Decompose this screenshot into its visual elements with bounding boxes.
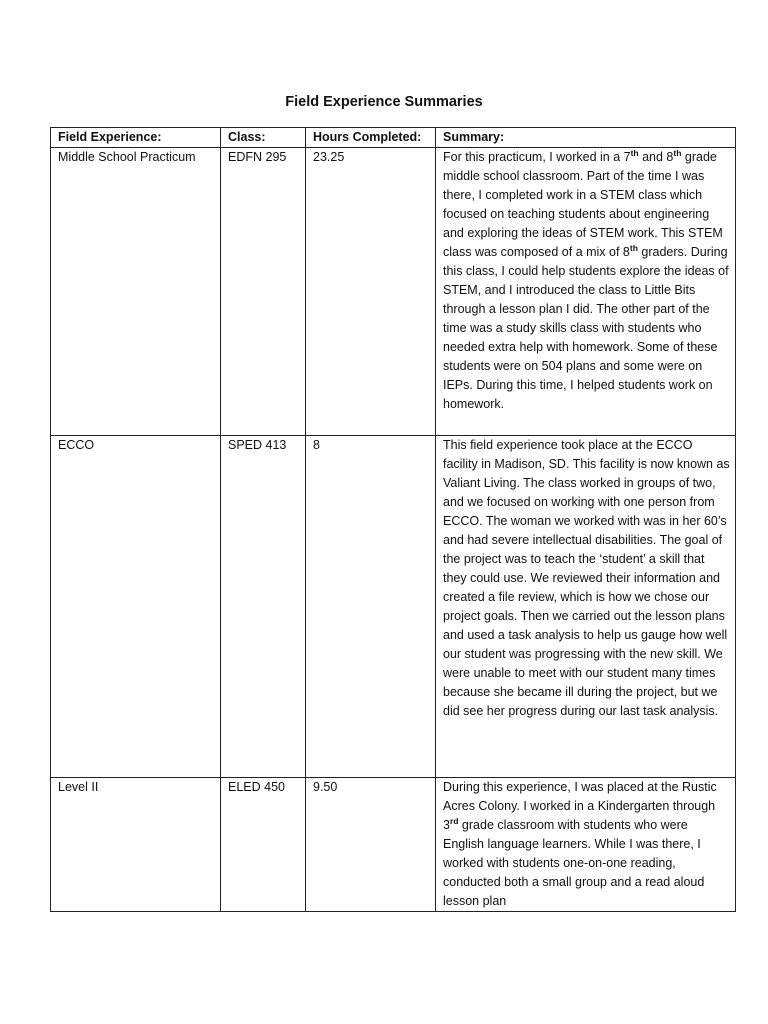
table-header-row [51, 128, 736, 148]
header-summary: Summary: [436, 128, 736, 148]
field-experience-table [50, 127, 736, 912]
ordinal-superscript: rd [449, 815, 459, 826]
field-experience-cell: Middle School Practicum [51, 148, 221, 436]
header-hours-completed: Hours Completed: [306, 128, 436, 148]
hours-cell: 23.25 [306, 148, 436, 436]
header-class: Class: [221, 128, 306, 148]
field-experience-cell: Level II [51, 778, 221, 912]
header-field-experience: Field Experience: [51, 128, 221, 148]
summary-cell: During this experience, I was placed at the Rustic Acres Colony. I worked in a Kindergarten through 3rd grade classroom with students who were English language learners. While I was there, I worked with students one-on-one reading, conducted both a small group and a read aloud lesson plan [436, 778, 736, 912]
table-row [51, 148, 736, 436]
field-experience-cell: ECCO [51, 436, 221, 778]
page-title: Field Experience Summaries [285, 94, 483, 110]
ordinal-superscript: th [630, 147, 639, 158]
class-cell: SPED 413 [221, 436, 306, 778]
ordinal-superscript: th [629, 242, 638, 253]
hours-cell: 9.50 [306, 778, 436, 912]
class-cell: ELED 450 [221, 778, 306, 912]
summary-cell: This field experience took place at the ECCO facility in Madison, SD. This facility is now known as Valiant Living. The class worked in groups of two, and we focused on working with one person from ECCO. The woman we worked with was in her 60’s and had severe intellectual disabilities. The goal of the project was to teach the ‘student’ a skill that they could use. We reviewed their information and created a file review, which is how we chose our project goals. Then we carried out the lesson plans and used a task analysis to help us gauge how well our student was progressing with the new skill. We were unable to meet with our student many times because she became ill during the project, but we did see her progress during our last task analysis. [436, 436, 736, 778]
table-row [51, 778, 736, 912]
hours-cell: 8 [306, 436, 436, 778]
summary-cell: For this practicum, I worked in a 7th and 8th grade middle school classroom. Part of the time I was there, I completed work in a STEM class which focused on teaching students about engineering and exploring the ideas of STEM work. This STEM class was composed of a mix of 8th graders. During this class, I could help students explore the ideas of STEM, and I introduced the class to Little Bits through a lesson plan I did. The other part of the time was a study skills class with students who needed extra help with homework. Some of these students were on 504 plans and some were on IEPs. During this time, I helped students work on homework. [436, 148, 736, 436]
class-cell: EDFN 295 [221, 148, 306, 436]
table-row [51, 436, 736, 778]
ordinal-superscript: th [673, 147, 682, 158]
